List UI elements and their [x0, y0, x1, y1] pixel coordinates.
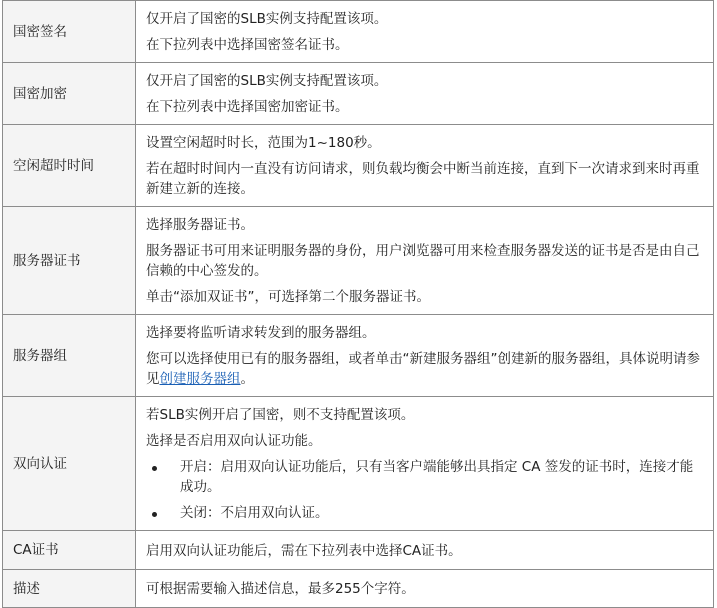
description-line: 在下拉列表中选择国密加密证书。 [146, 99, 349, 115]
table-row [3, 207, 714, 315]
bullet-list [146, 454, 703, 526]
description-line: 单击“添加双证书”，可选择第二个服务器证书。 [146, 289, 430, 305]
link-para-after: 。 [240, 371, 254, 387]
param-name: 空闲超时时间 [3, 125, 136, 207]
bullet-icon [152, 466, 157, 471]
parameter-table [2, 0, 714, 608]
description-line: 选择是否启用双向认证功能。 [146, 433, 322, 449]
param-description [136, 397, 714, 531]
param-name: CA证书 [3, 531, 136, 570]
list-item [146, 500, 703, 526]
param-description [136, 207, 714, 315]
description-line: 若SLB实例开启了国密，则不支持配置该项。 [146, 407, 415, 423]
bullet-text: 开启：启用双向认证功能后，只有当客户端能够出具指定 CA 签发的证书时，连接才能成功。 [180, 459, 694, 495]
create-server-group-link[interactable]: 创建服务器组 [159, 371, 241, 387]
description-line: 服务器证书可用来证明服务器的身份，用户浏览器可用来检查服务器发送的证书是否是由自己信赖的中心签发的。 [146, 243, 700, 279]
description-line: 在下拉列表中选择国密签名证书。 [146, 37, 349, 53]
table-row [3, 397, 714, 531]
param-name: 国密签名 [3, 1, 136, 63]
description-line: 仅开启了国密的SLB实例支持配置该项。 [146, 73, 388, 89]
table-row [3, 1, 714, 63]
bullet-text: 关闭：不启用双向认证。 [180, 505, 329, 521]
bullet-icon [152, 512, 157, 517]
table-row [3, 531, 714, 570]
table-row [3, 125, 714, 207]
description-line-with-link [146, 346, 703, 392]
param-description [136, 531, 714, 570]
description-line: 选择要将监听请求转发到的服务器组。 [146, 325, 376, 341]
param-name: 服务器组 [3, 315, 136, 397]
param-description [136, 1, 714, 63]
table-row [3, 63, 714, 125]
param-name: 国密加密 [3, 63, 136, 125]
link-para-before: 您可以选择使用已有的服务器组，或者单击“新建服务器组”创建新的服务器组，具体说明请参见 [146, 351, 700, 387]
param-name: 双向认证 [3, 397, 136, 531]
param-name: 描述 [3, 570, 136, 608]
description-line: 仅开启了国密的SLB实例支持配置该项。 [146, 11, 388, 27]
param-description [136, 125, 714, 207]
description-line: 可根据需要输入描述信息，最多255个字符。 [146, 581, 415, 597]
table-row [3, 570, 714, 608]
param-description [136, 570, 714, 608]
description-line: 选择服务器证书。 [146, 217, 254, 233]
description-line: 启用双向认证功能后，需在下拉列表中选择CA证书。 [146, 542, 462, 559]
list-item [146, 454, 703, 500]
param-name: 服务器证书 [3, 207, 136, 315]
param-description [136, 315, 714, 397]
table-row [3, 315, 714, 397]
param-description [136, 63, 714, 125]
description-line: 若在超时时间内一直没有访问请求，则负载均衡会中断当前连接，直到下一次请求到来时再重新建立新的连接。 [146, 161, 700, 197]
description-line: 设置空闲超时时长，范围为1~180秒。 [146, 135, 381, 151]
